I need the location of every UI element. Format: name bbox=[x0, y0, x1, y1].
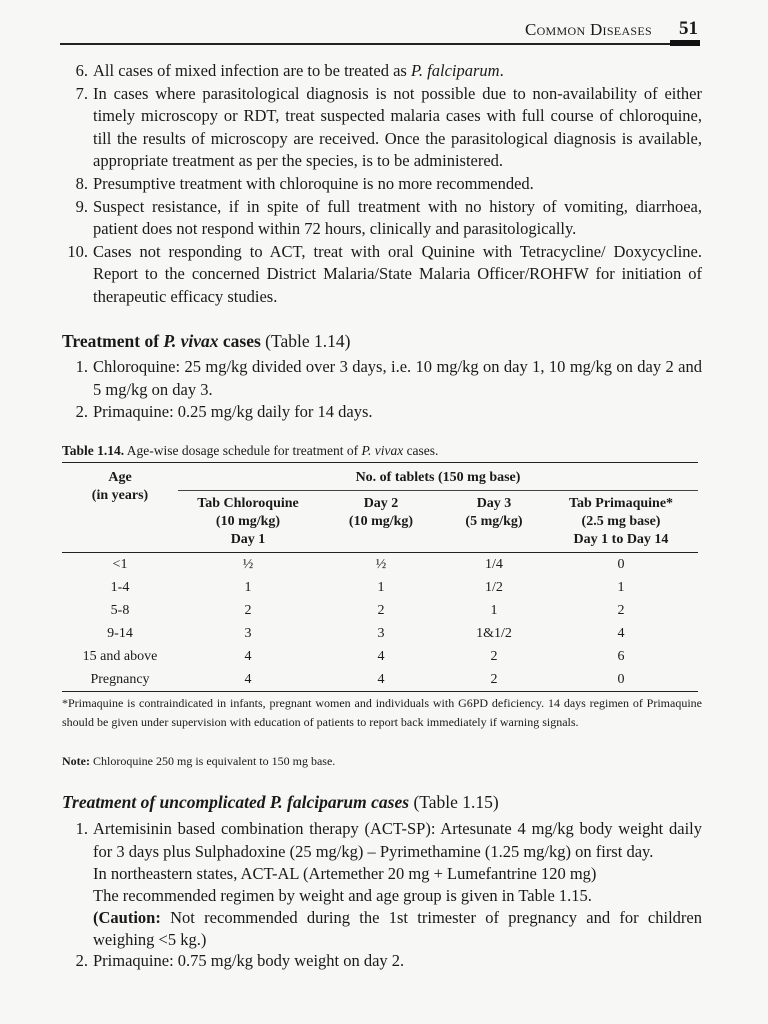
item-subline: In northeastern states, ACT-AL (Artemether 20 mg + Lumefantrine 120 mg) bbox=[93, 864, 597, 884]
table-caption-text: Age-wise dosage schedule for treatment of bbox=[124, 443, 362, 458]
table-cell: 5-8 bbox=[110, 602, 130, 618]
table-row bbox=[62, 576, 698, 599]
table-note bbox=[62, 752, 702, 771]
table-cell: 0 bbox=[617, 671, 625, 687]
list-item bbox=[62, 60, 702, 83]
table-cell: Pregnancy bbox=[90, 671, 150, 687]
item-number: 8. bbox=[75, 173, 88, 193]
item-number: 9. bbox=[75, 196, 88, 216]
table-cell: 4 bbox=[377, 648, 385, 664]
caution-text: Not recommended during the 1st trimester of pregnancy and for children weighing <5 kg.) bbox=[93, 907, 702, 949]
list-item bbox=[62, 196, 702, 241]
dosage-table bbox=[62, 462, 698, 692]
table-cell: 6 bbox=[617, 648, 625, 664]
table-row bbox=[62, 599, 698, 622]
header-rule-block bbox=[670, 40, 700, 46]
falciparum-heading-ref: (Table 1.15) bbox=[409, 792, 499, 812]
running-header bbox=[60, 16, 700, 44]
table-cell: 1&1/2 bbox=[476, 625, 512, 641]
table-cell: 3 bbox=[377, 625, 385, 641]
caution-label: (Caution: bbox=[93, 907, 161, 927]
item-subline: The recommended regimen by weight and age group is given in Table 1.15. bbox=[93, 885, 592, 905]
list-item bbox=[62, 950, 702, 973]
table-cell: ½ bbox=[242, 556, 254, 572]
item-text: Presumptive treatment with chloroquine is no more recommended. bbox=[93, 173, 534, 193]
table-cell: 2 bbox=[617, 602, 625, 618]
table-cell: 15 and above bbox=[82, 648, 158, 664]
column-header: Tab Primaquine* (2.5 mg base) Day 1 to Day 14 bbox=[568, 496, 674, 547]
item-text: Artemisinin based combination therapy (ACT-SP): Artesunate 4 mg/kg body weight daily for 3 days plus Sulphadoxine (25 mg/kg) – Pyrimethamine (1.25 mg/kg) on first day. bbox=[93, 819, 702, 861]
column-header: Tab Chloroquine (10 mg/kg) Day 1 bbox=[197, 496, 299, 547]
item-number: 1. bbox=[75, 819, 88, 838]
note-text: Chloroquine 250 mg is equivalent to 150 mg base. bbox=[89, 754, 336, 768]
item-text: Primaquine: 0.75 mg/kg body weight on day 2. bbox=[93, 951, 405, 971]
item-text: All cases of mixed infection are to be treated as bbox=[93, 61, 411, 80]
list-item bbox=[62, 401, 702, 424]
item-text: Primaquine: 0.25 mg/kg daily for 14 days. bbox=[93, 402, 373, 422]
item-number: 2. bbox=[75, 951, 88, 971]
item-text: In cases where parasitological diagnosis is not possible due to non-availability of either timely microscopy or RDT, treat suspected malaria cases with full course of chloroquine, till the results of microscopy are received. Once the parasitological diagnosis is available, appropriate treatment as per the species, is to be administered. bbox=[93, 83, 702, 171]
table-cell: 2 bbox=[377, 602, 385, 618]
tablets-group-header: No. of tablets (150 mg base) bbox=[178, 463, 698, 491]
item-text-after: . bbox=[499, 61, 504, 80]
table-cell: ½ bbox=[375, 556, 387, 572]
table-cell: 4 bbox=[244, 648, 252, 664]
item-number: 1. bbox=[75, 357, 88, 376]
table-cell: 1-4 bbox=[110, 579, 130, 595]
table-cell: 4 bbox=[617, 625, 625, 641]
list-item bbox=[62, 818, 702, 950]
column-header: Day 3 (5 mg/kg) bbox=[465, 496, 523, 529]
item-number: 10. bbox=[67, 241, 88, 261]
table-cell: 1 bbox=[377, 579, 385, 595]
table-caption-italic: P. vivax bbox=[361, 443, 404, 458]
list-item bbox=[62, 83, 702, 173]
table-row bbox=[62, 622, 698, 645]
vivax-heading-ref: (Table 1.14) bbox=[260, 331, 351, 351]
table-cell: 2 bbox=[244, 602, 252, 618]
item-number: 2. bbox=[75, 402, 88, 422]
table-cell: 2 bbox=[490, 648, 498, 664]
header-rule bbox=[60, 43, 700, 45]
falciparum-heading bbox=[62, 792, 499, 813]
table-cell: 2 bbox=[490, 671, 498, 687]
malaria-guidelines-list bbox=[62, 60, 702, 309]
vivax-heading-bold-2: cases bbox=[218, 331, 261, 351]
table-caption-after: cases. bbox=[403, 443, 439, 458]
vivax-heading-bold: Treatment of bbox=[62, 331, 164, 351]
table-cell: 4 bbox=[377, 671, 385, 687]
table-cell: 1 bbox=[617, 579, 625, 595]
age-header: Age (in years) bbox=[91, 470, 149, 503]
table-cell: 1 bbox=[244, 579, 252, 595]
table-cell: 4 bbox=[244, 671, 252, 687]
table-row bbox=[62, 645, 698, 668]
note-label: Note: bbox=[62, 754, 90, 768]
list-item bbox=[62, 173, 702, 196]
table-footnote: *Primaquine is contraindicated in infants, pregnant women and individuals with G6PD deficiency. 14 days regimen of Primaquine should be given under supervision with education of patients to report back immediately if warning signals. bbox=[62, 696, 702, 729]
item-number: 6. bbox=[75, 61, 88, 80]
falciparum-heading-text: Treatment of uncomplicated P. falciparum cases bbox=[62, 792, 410, 812]
table-caption-label: Table 1.14. bbox=[62, 443, 125, 458]
table-cell: 9-14 bbox=[107, 625, 133, 641]
table-row bbox=[62, 553, 698, 577]
table-cell: 0 bbox=[617, 556, 625, 572]
page-number: 51 bbox=[679, 18, 698, 39]
caution-line bbox=[93, 907, 702, 951]
falciparum-list bbox=[62, 818, 702, 973]
column-header: Day 2 (10 mg/kg) bbox=[348, 496, 414, 529]
list-item bbox=[62, 356, 702, 401]
running-header-title: Common Diseases bbox=[524, 20, 652, 39]
item-number: 7. bbox=[75, 83, 88, 103]
table-cell: 3 bbox=[244, 625, 252, 641]
table-cell: <1 bbox=[112, 556, 128, 572]
table-cell: 1/4 bbox=[485, 556, 503, 572]
table-caption bbox=[62, 443, 438, 459]
table-row bbox=[62, 668, 698, 692]
vivax-heading-italic: P. vivax bbox=[163, 331, 219, 351]
item-text: Cases not responding to ACT, treat with oral Quinine with Tetracycline/ Doxycycline. Report to the concerned District Malaria/State Malaria Officer/ROHFW for initiation of therapeutic efficacy studies. bbox=[93, 241, 702, 306]
table-cell: 1 bbox=[490, 602, 498, 618]
table-cell: 1/2 bbox=[485, 579, 503, 595]
item-italic: P. falciparum bbox=[410, 61, 500, 80]
item-text: Chloroquine: 25 mg/kg divided over 3 days, i.e. 10 mg/kg on day 1, 10 mg/kg on day 2 and 5 mg/kg on day 3. bbox=[93, 357, 702, 399]
item-text: Suspect resistance, if in spite of full treatment with no history of vomiting, diarrhoea, patient does not respond within 72 hours, clinically and parasitologically. bbox=[93, 196, 702, 239]
list-item bbox=[62, 241, 702, 309]
vivax-heading bbox=[62, 330, 350, 352]
vivax-list bbox=[62, 356, 702, 424]
